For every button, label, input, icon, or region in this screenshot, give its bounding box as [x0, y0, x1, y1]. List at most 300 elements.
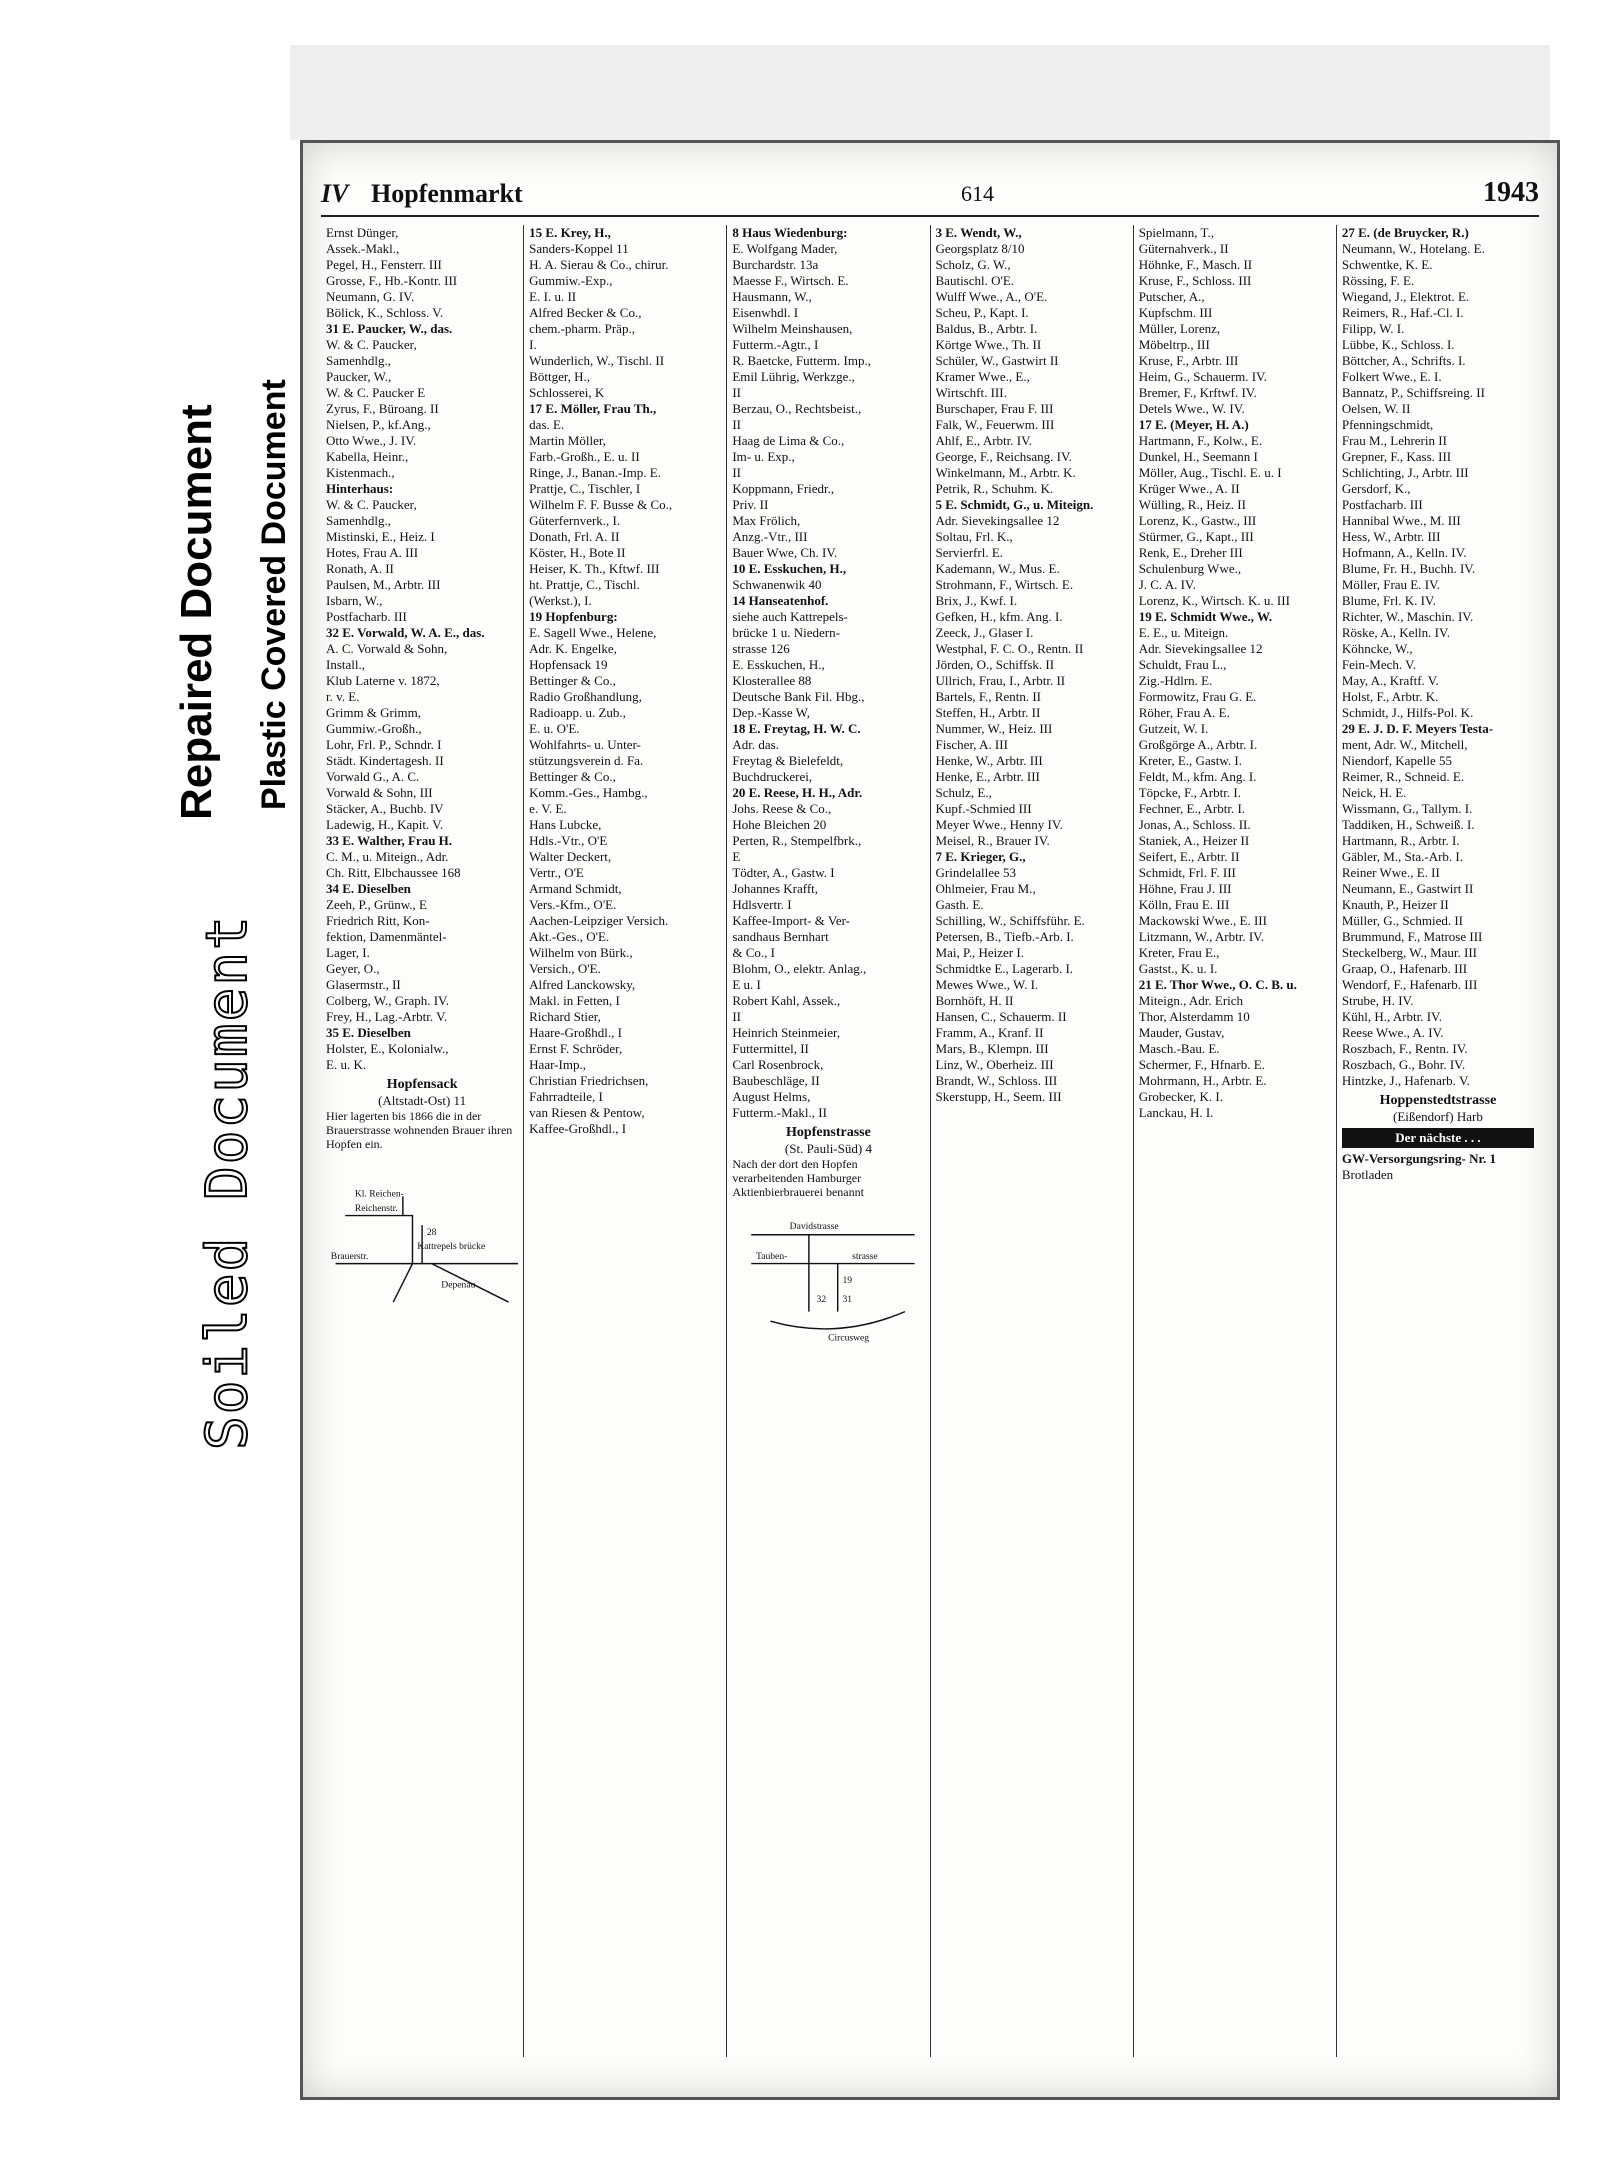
directory-entry: Samenhdlg., — [326, 513, 391, 528]
directory-entry: Richter, W., Maschin. IV. — [1341, 609, 1474, 624]
directory-entry: Zig.-Hdlrn. E. — [1138, 673, 1213, 688]
directory-entry: J. C. A. IV. — [1138, 577, 1196, 592]
year: 1943 — [1483, 177, 1539, 208]
map-label: 19 — [842, 1274, 853, 1286]
directory-entry: Alfred Lanckowsky, — [529, 977, 636, 992]
directory-entry: Kölln, Frau E. III — [1138, 897, 1230, 912]
directory-entry: Heim, G., Schauerm. IV. — [1138, 369, 1267, 384]
directory-entry: Pfenningschmidt, — [1341, 417, 1434, 432]
directory-entry: Schlichting, J., Arbtr. III — [1341, 465, 1469, 480]
directory-entry: Gefken, H., kfm. Ang. I. — [935, 609, 1063, 624]
directory-entry: sandhaus Bernhart — [732, 929, 829, 944]
directory-entry: Freytag & Bielefeldt, — [732, 753, 844, 768]
directory-entry: Mewes Wwe., W. I. — [935, 977, 1039, 992]
directory-entry: Kruse, F., Arbtr. III — [1138, 353, 1239, 368]
directory-entry: Wissmann, G., Tallym. I. — [1341, 801, 1473, 816]
directory-entry: Meyer Wwe., Henny IV. — [935, 817, 1063, 832]
directory-entry: Brummund, F., Matrose III — [1341, 929, 1483, 944]
directory-entry: Nielsen, P., kf.Ang., — [326, 417, 431, 432]
directory-entry: Walter Deckert, — [529, 849, 612, 864]
directory-entry: 14 Hanseatenhof. — [732, 593, 829, 608]
directory-entry: Köster, H., Bote II — [529, 545, 626, 560]
directory-entry: Jonas, A., Schloss. II. — [1138, 817, 1251, 832]
directory-entry: Haag de Lima & Co., — [732, 433, 845, 448]
directory-entry: Farb.-Großh., E. u. II — [529, 449, 640, 464]
directory-entry: Vorwald G., A. C. — [326, 769, 420, 784]
directory-entry: Petrik, R., Schuhm. K. — [935, 481, 1054, 496]
directory-entry: Adr. das. — [732, 737, 779, 752]
directory-entry: Bannatz, P., Schiffsreing. II — [1341, 385, 1485, 400]
directory-entry: Böttger, H., — [529, 369, 591, 384]
column-6 — [1337, 225, 1539, 2057]
directory-entry: 19 Hopfenburg: — [529, 609, 618, 624]
directory-entry: Hotes, Frau A. III — [326, 545, 419, 560]
directory-entry: Spielmann, T., — [1138, 225, 1215, 240]
hopfensack-text: Hier lagerten bis 1866 die in der Brauerstrasse wohnenden Brauer ihren Hopfen ein. — [326, 1109, 513, 1151]
directory-entry: E. Wolfgang Mader, — [732, 241, 838, 256]
directory-entry: Kademann, W., Mus. E. — [935, 561, 1060, 576]
directory-entry: Gasth. E. — [935, 897, 984, 912]
directory-entry: Schwanenwik 40 — [732, 577, 822, 592]
directory-entry: E. u. K. — [326, 1057, 367, 1072]
map-label: 31 — [842, 1294, 853, 1306]
directory-entry: Wiegand, J., Elektrot. E. — [1341, 289, 1470, 304]
directory-entry: siehe auch Kattrepels- — [732, 609, 848, 624]
directory-entry: Ringe, J., Banan.-Imp. E. — [529, 465, 661, 480]
directory-entry: 7 E. Krieger, G., — [935, 849, 1026, 864]
directory-entry: Pegel, H., Fensterr. III — [326, 257, 442, 272]
directory-page — [300, 140, 1560, 2100]
directory-entry: Möller, Frau E. IV. — [1341, 577, 1441, 592]
directory-entry: Vers.-Kfm., O'E. — [529, 897, 617, 912]
directory-entry: Futterm.-Agtr., I — [732, 337, 819, 352]
directory-entry: Jörden, O., Schiffsk. II — [935, 657, 1055, 672]
directory-entry: Holst, F., Arbtr. K. — [1341, 689, 1439, 704]
directory-entry: Servierfrl. E. — [935, 545, 1004, 560]
directory-entry: Kupfschm. III — [1138, 305, 1213, 320]
directory-entry: Wilhelm Meinshausen, — [732, 321, 853, 336]
directory-entry: Paucker, W., — [326, 369, 392, 384]
directory-entry: 10 E. Esskuchen, H., — [732, 561, 847, 576]
map-label: Depenau — [441, 1279, 476, 1291]
directory-entry: Masch.-Bau. E. — [1138, 1041, 1220, 1056]
directory-entry: Donath, Frl. A. II — [529, 529, 620, 544]
directory-entry: Scheu, P., Kapt. I. — [935, 305, 1029, 320]
directory-entry: Städt. Kindertagesh. II — [326, 753, 444, 768]
directory-entry: stützungsverein d. Fa. — [529, 753, 644, 768]
directory-entry: 31 E. Paucker, W., das. — [326, 321, 453, 336]
directory-entry: strasse 126 — [732, 641, 790, 656]
hopfensack-map — [326, 1155, 518, 1305]
directory-entry: ht. Prattje, C., Tischl. — [529, 577, 640, 592]
directory-entry: E. E., u. Miteign. — [1138, 625, 1229, 640]
directory-entry: Grosse, F., Hb.-Kontr. III — [326, 273, 458, 288]
directory-entry: Schmidt, J., Hilfs-Pol. K. — [1341, 705, 1474, 720]
gw-line-2: Brotladen — [1341, 1167, 1394, 1182]
directory-entry: Kruse, F., Schloss. III — [1138, 273, 1252, 288]
directory-entry: Soltau, Frl. K., — [935, 529, 1013, 544]
directory-entry: Thor, Alsterdamm 10 — [1138, 1009, 1250, 1024]
directory-entry: I. — [529, 337, 537, 352]
directory-entry: Steffen, H., Arbtr. II — [935, 705, 1041, 720]
directory-entry: Schilling, W., Schiffsführ. E. — [935, 913, 1085, 928]
map-label: Davidstrasse — [789, 1220, 840, 1232]
directory-entry: Grindelallee 53 — [935, 865, 1017, 880]
directory-entry: Zeeck, J., Glaser I. — [935, 625, 1034, 640]
directory-entry: e. V. E. — [529, 801, 567, 816]
directory-entry: Martin Möller, — [529, 433, 606, 448]
directory-entry: W. & C. Paucker E — [326, 385, 426, 400]
directory-entry: Mars, B., Klempn. III — [935, 1041, 1049, 1056]
directory-entry: Kreter, E., Gastw. I. — [1138, 753, 1243, 768]
directory-entry: 32 E. Vorwald, W. A. E., das. — [326, 625, 485, 640]
directory-entry: Ullrich, Frau, I., Arbtr. II — [935, 673, 1066, 688]
directory-entry: Hartmann, F., Kolw., E. — [1138, 433, 1263, 448]
directory-entry: Knauth, P., Heizer II — [1341, 897, 1449, 912]
directory-entry: Reiner Wwe., E. II — [1341, 865, 1440, 880]
directory-entry: Armand Schmidt, — [529, 881, 622, 896]
directory-entry: Renk, E., Dreher III — [1138, 545, 1243, 560]
directory-entry: Gastst., K. u. I. — [1138, 961, 1218, 976]
directory-entry: Richard Stier, — [529, 1009, 601, 1024]
column-5 — [1134, 225, 1337, 2057]
directory-entry: Klub Laterne v. 1872, — [326, 673, 440, 688]
directory-entry: Brix, J., Kwf. I. — [935, 593, 1018, 608]
directory-entry: Töpcke, F., Arbtr. I. — [1138, 785, 1241, 800]
column-1 — [321, 225, 524, 2057]
directory-entry: Wendorf, F., Hafenarb. III — [1341, 977, 1478, 992]
directory-entry: Zyrus, F., Büroang. II — [326, 401, 439, 416]
directory-entry: Futterm.-Makl., II — [732, 1105, 827, 1120]
directory-entry: Buchdruckerei, — [732, 769, 813, 784]
directory-entry: Ahlf, E., Arbtr. IV. — [935, 433, 1033, 448]
directory-entry: W. & C. Paucker, — [326, 497, 417, 512]
directory-entry: Körtge Wwe., Th. II — [935, 337, 1042, 352]
directory-entry: Schüler, W., Gastwirt II — [935, 353, 1059, 368]
directory-entry: van Riesen & Pentow, — [529, 1105, 645, 1120]
directory-entry: Johannes Krafft, — [732, 881, 819, 896]
directory-entry: Lübbe, K., Schloss. I. — [1341, 337, 1455, 352]
directory-entry: 5 E. Schmidt, G., u. Miteign. — [935, 497, 1094, 512]
directory-entry: 17 E. Möller, Frau Th., — [529, 401, 657, 416]
directory-entry: 8 Haus Wiedenburg: — [732, 225, 848, 240]
directory-entry: Gummiw.-Exp., — [529, 273, 613, 288]
directory-entry: Bautischl. O'E. — [935, 273, 1015, 288]
directory-entry: Samenhdlg., — [326, 353, 391, 368]
directory-entry: Neumann, E., Gastwirt II — [1341, 881, 1474, 896]
directory-entry: Reimer, R., Schneid. E. — [1341, 769, 1465, 784]
directory-entry: Seifert, E., Arbtr. II — [1138, 849, 1240, 864]
directory-entry: Schwentke, K. E. — [1341, 257, 1433, 272]
directory-entry: Klosterallee 88 — [732, 673, 812, 688]
directory-entry: Assek.-Makl., — [326, 241, 400, 256]
directory-entry: Carl Rosenbrock, — [732, 1057, 824, 1072]
directory-entry: Futtermittel, II — [732, 1041, 809, 1056]
directory-entry: Berzau, O., Rechtsbeist., — [732, 401, 862, 416]
directory-entry: Scholz, G. W., — [935, 257, 1011, 272]
directory-entry: Alfred Becker & Co., — [529, 305, 642, 320]
directory-entry: Colberg, W., Graph. IV. — [326, 993, 450, 1008]
directory-entry: Lager, I. — [326, 945, 370, 960]
directory-entry: Neumann, W., Hotelang. E. — [1341, 241, 1485, 256]
directory-entry: Kaffee-Großhdl., I — [529, 1121, 627, 1136]
directory-entry: 33 E. Walther, Frau H. — [326, 833, 453, 848]
directory-entry: Ronath, A. II — [326, 561, 394, 576]
directory-entry: Schuldt, Frau L., — [1138, 657, 1227, 672]
directory-entry: Wülling, R., Heiz. II — [1138, 497, 1246, 512]
directory-entry: Mai, P., Heizer I. — [935, 945, 1024, 960]
directory-entry: Gäbler, M., Sta.-Arb. I. — [1341, 849, 1464, 864]
directory-entry: Priv. II — [732, 497, 769, 512]
directory-entry: W. & C. Paucker, — [326, 337, 417, 352]
column-3 — [727, 225, 930, 2057]
map-label: 28 — [426, 1226, 437, 1238]
directory-entry: Müller, Lorenz, — [1138, 321, 1221, 336]
directory-entry: II — [732, 1009, 742, 1024]
directory-entry: Aachen-Leipziger Versich. — [529, 913, 669, 928]
directory-entry: Wilhelm F. F. Busse & Co., — [529, 497, 673, 512]
directory-entry: II — [732, 417, 742, 432]
directory-entry: Neick, H. E. — [1341, 785, 1407, 800]
directory-entry: Ernst Dünger, — [326, 225, 399, 240]
directory-entry: Müller, G., Schmied. II — [1341, 913, 1464, 928]
scan-margin — [0, 0, 310, 2177]
hopfenstrasse-title: Hopfenstrasse — [786, 1125, 871, 1140]
map-label: Circusweg — [828, 1332, 870, 1344]
map-label: 32 — [816, 1294, 827, 1306]
directory-entry: Glasermstr., II — [326, 977, 401, 992]
directory-entry: Reimers, R., Haf.-Cl. I. — [1341, 305, 1464, 320]
directory-entry: Schulz, E., — [935, 785, 992, 800]
directory-entry: 18 E. Freytag, H. W. C. — [732, 721, 861, 736]
directory-entry: Linz, W., Oberheiz. III — [935, 1057, 1054, 1072]
directory-entry: Radioapp. u. Zub., — [529, 705, 626, 720]
directory-entry: das. E. — [529, 417, 565, 432]
directory-entry: Framm, A., Kranf. II — [935, 1025, 1044, 1040]
directory-entry: 21 E. Thor Wwe., O. C. B. u. — [1138, 977, 1297, 992]
hopfenstrasse-sub: (St. Pauli-Süd) 4 — [784, 1141, 872, 1156]
directory-entry: Böttcher, A., Schrifts. I. — [1341, 353, 1466, 368]
directory-entry: Möbeltrp., III — [1138, 337, 1210, 352]
directory-entry: Akt.-Ges., O'E. — [529, 929, 610, 944]
directory-entry: II — [732, 385, 742, 400]
directory-entry: Mackowski Wwe., E. III — [1138, 913, 1267, 928]
directory-entry: Bornhöft, H. II — [935, 993, 1014, 1008]
directory-entry: 29 E. J. D. F. Meyers Testa- — [1341, 721, 1494, 736]
directory-entry: 35 E. Dieselben — [326, 1025, 411, 1040]
directory-entry: Postfacharb. III — [326, 609, 407, 624]
directory-entry: 17 E. (Meyer, H. A.) — [1138, 417, 1249, 432]
directory-entry: Meisel, R., Brauer IV. — [935, 833, 1050, 848]
directory-entry: Wohlfahrts- u. Unter- — [529, 737, 641, 752]
directory-entry: Hausmann, W., — [732, 289, 812, 304]
directory-entry: Oelsen, W. II — [1341, 401, 1411, 416]
directory-entry: 27 E. (de Bruycker, R.) — [1341, 225, 1469, 240]
directory-entry: Staniek, A., Heizer II — [1138, 833, 1250, 848]
directory-entry: Perten, R., Stempelfbrk., — [732, 833, 862, 848]
directory-entry: Schlosserei, K — [529, 385, 605, 400]
directory-entry: Hintzke, J., Hafenarb. V. — [1341, 1073, 1470, 1088]
directory-entry: Dunkel, H., Seemann I — [1138, 449, 1258, 464]
directory-entry: Friedrich Ritt, Kon- — [326, 913, 430, 928]
directory-entry: Dep.-Kasse W, — [732, 705, 810, 720]
directory-entry: Krüger Wwe., A. II — [1138, 481, 1240, 496]
page-number: 614 — [961, 181, 994, 206]
directory-entry: Blume, Frl. K. IV. — [1341, 593, 1436, 608]
directory-entry: Kreter, Frau E., — [1138, 945, 1220, 960]
directory-entry: & Co., I — [732, 945, 775, 960]
directory-entry: May, A., Kraftf. V. — [1341, 673, 1439, 688]
directory-entry: Kabella, Heinr., — [326, 449, 409, 464]
directory-entry: 19 E. Schmidt Wwe., W. — [1138, 609, 1273, 624]
directory-entry: Westphal, F. C. O., Rentn. II — [935, 641, 1084, 656]
directory-entry: Folkert Wwe., E. I. — [1341, 369, 1442, 384]
directory-entry: Versich., O'E. — [529, 961, 601, 976]
directory-entry: Kaffee-Import- & Ver- — [732, 913, 850, 928]
directory-entry: Otto Wwe., J. IV. — [326, 433, 417, 448]
directory-entry: Detels Wwe., W. IV. — [1138, 401, 1245, 416]
directory-entry: Im- u. Exp., — [732, 449, 795, 464]
directory-entry: Bölick, K., Schloss. V. — [326, 305, 444, 320]
directory-entry: Möller, Aug., Tischl. E. u. I — [1138, 465, 1282, 480]
directory-entry: Litzmann, W., Arbtr. IV. — [1138, 929, 1265, 944]
columns — [321, 225, 1539, 2057]
directory-entry: Kühl, H., Arbtr. IV. — [1341, 1009, 1443, 1024]
directory-entry: Deutsche Bank Fil. Hbg., — [732, 689, 865, 704]
directory-entry: Feldt, M., kfm. Ang. I. — [1138, 769, 1257, 784]
directory-entry: Güterfernverk., I. — [529, 513, 621, 528]
directory-entry: Schermer, F., Hfnarb. E. — [1138, 1057, 1265, 1072]
directory-entry: Henke, W., Arbtr. III — [935, 753, 1043, 768]
directory-entry: Hohe Bleichen 20 — [732, 817, 827, 832]
plastic-covered-label: Plastic Covered Document — [255, 379, 293, 810]
street-heading: Hopfenmarkt — [371, 179, 523, 208]
directory-entry: Hinterhaus: — [326, 481, 394, 496]
map-label: Tauben- — [756, 1250, 788, 1262]
directory-entry: II — [732, 465, 742, 480]
directory-entry: Mistinski, E., Heiz. I — [326, 529, 435, 544]
directory-entry: Georgsplatz 8/10 — [935, 241, 1025, 256]
directory-entry: Taddiken, H., Schweiß. I. — [1341, 817, 1475, 832]
directory-entry: Bartels, F., Rentn. II — [935, 689, 1041, 704]
directory-entry: Hdlsvertr. I — [732, 897, 792, 912]
directory-entry: Isbarn, W., — [326, 593, 383, 608]
directory-entry: Hartmann, R., Arbtr. I. — [1341, 833, 1460, 848]
directory-entry: Gummiw.-Großh., — [326, 721, 422, 736]
directory-entry: Hopfensack 19 — [529, 657, 608, 672]
directory-entry: E. u. O'E. — [529, 721, 580, 736]
directory-entry: Wirtschft. III. — [935, 385, 1007, 400]
directory-entry: Blohm, O., elektr. Anlag., — [732, 961, 867, 976]
directory-entry: Prattje, C., Tischler, I — [529, 481, 641, 496]
directory-entry: R. Baetcke, Futterm. Imp., — [732, 353, 871, 368]
directory-entry: Höhne, Frau J. III — [1138, 881, 1232, 896]
directory-entry: Lohr, Frl. P., Schndr. I — [326, 737, 442, 752]
directory-entry: Kramer Wwe., E., — [935, 369, 1030, 384]
directory-entry: Emil Lührig, Werkzge., — [732, 369, 855, 384]
directory-entry: Frey, H., Lag.-Arbtr. V. — [326, 1009, 448, 1024]
directory-entry: brücke 1 u. Niedern- — [732, 625, 840, 640]
directory-entry: Sanders-Koppel 11 — [529, 241, 629, 256]
directory-entry: C. M., u. Miteign., Adr. — [326, 849, 449, 864]
directory-entry: Mauder, Gustav, — [1138, 1025, 1225, 1040]
directory-entry: E. Sagell Wwe., Helene, — [529, 625, 657, 640]
directory-entry: Strube, H. IV. — [1341, 993, 1414, 1008]
directory-entry: Maesse F., Wirtsch. E. — [732, 273, 849, 288]
volume-number: IV — [321, 179, 349, 208]
directory-entry: Winkelmann, M., Arbtr. K. — [935, 465, 1076, 480]
directory-entry: fektion, Damenmäntel- — [326, 929, 447, 944]
directory-entry: Wilhelm von Bürk., — [529, 945, 633, 960]
directory-entry: Tödter, A., Gastw. I — [732, 865, 835, 880]
directory-entry: Bettinger & Co., — [529, 673, 616, 688]
directory-entry: Vertr., O'E — [529, 865, 584, 880]
map-label: Brauerstr. — [330, 1250, 369, 1262]
directory-entry: Filipp, W. I. — [1341, 321, 1405, 336]
map-label: strasse — [852, 1250, 879, 1262]
directory-entry: Postfacharb. III — [1341, 497, 1423, 512]
directory-entry: Reese Wwe., A. IV. — [1341, 1025, 1444, 1040]
directory-entry: Röher, Frau A. E. — [1138, 705, 1230, 720]
directory-entry: Güternahverk., II — [1138, 241, 1229, 256]
directory-entry: Johs. Reese & Co., — [732, 801, 832, 816]
directory-entry: Röske, A., Kelln. IV. — [1341, 625, 1450, 640]
hopfenstrasse-text: Nach der dort den Hopfen verarbeitenden Hamburger Aktienbierbrauerei benannt — [732, 1157, 864, 1199]
directory-entry: Frau M., Lehrerin II — [1341, 433, 1447, 448]
column-2 — [524, 225, 727, 2057]
directory-entry: Stäcker, A., Buchb. IV — [326, 801, 444, 816]
directory-entry: Grobecker, K. I. — [1138, 1089, 1223, 1104]
directory-entry: Grepner, F., Kass. III — [1341, 449, 1452, 464]
directory-entry: Adr. Sievekingsallee 12 — [1138, 641, 1263, 656]
directory-entry: Baldus, B., Arbtr. I. — [935, 321, 1038, 336]
directory-entry: Eisenwhdl. I — [732, 305, 799, 320]
directory-entry: August Helms, — [732, 1089, 811, 1104]
directory-entry: Nummer, W., Heiz. III — [935, 721, 1053, 736]
directory-entry: 34 E. Dieselben — [326, 881, 411, 896]
directory-entry: r. v. E. — [326, 689, 360, 704]
banner: Der nächste . . . — [1342, 1128, 1534, 1148]
directory-entry: Lanckau, H. I. — [1138, 1105, 1214, 1120]
page-scan-shadow — [290, 45, 1550, 140]
directory-entry: Mohrmann, H., Arbtr. E. — [1138, 1073, 1267, 1088]
directory-entry: Haar-Imp., — [529, 1057, 586, 1072]
directory-entry: Formowitz, Frau G. E. — [1138, 689, 1257, 704]
directory-entry: Kistenmach., — [326, 465, 395, 480]
directory-entry: George, F., Reichsang. IV. — [935, 449, 1072, 464]
directory-entry: Stürmer, G., Kapt., III — [1138, 529, 1254, 544]
directory-entry: Install., — [326, 657, 365, 672]
directory-entry: Großgörge A., Arbtr. I. — [1138, 737, 1258, 752]
directory-entry: Radio Großhandlung, — [529, 689, 642, 704]
directory-entry: Grimm & Grimm, — [326, 705, 421, 720]
directory-entry: Petersen, B., Tiefb.-Arb. I. — [935, 929, 1074, 944]
page-header — [321, 175, 1539, 217]
directory-entry: Holster, E., Kolonialw., — [326, 1041, 449, 1056]
directory-entry: Fechner, E., Arbtr. I. — [1138, 801, 1246, 816]
map-label: Kl. Reichen- — [354, 1188, 404, 1200]
directory-entry: Geyer, O., — [326, 961, 380, 976]
directory-entry: Hans Lubcke, — [529, 817, 602, 832]
directory-entry: Hess, W., Arbtr. III — [1341, 529, 1441, 544]
hopfensack-title: Hopfensack — [386, 1077, 458, 1092]
directory-entry: Kupf.-Schmied III — [935, 801, 1032, 816]
hoppenstedt-sub: (Eißendorf) Harb — [1393, 1109, 1483, 1124]
column-4 — [931, 225, 1134, 2057]
directory-entry: E u. I — [732, 977, 761, 992]
directory-entry: Burschaper, Frau F. III — [935, 401, 1054, 416]
directory-entry: Lorenz, K., Wirtsch. K. u. III — [1138, 593, 1290, 608]
